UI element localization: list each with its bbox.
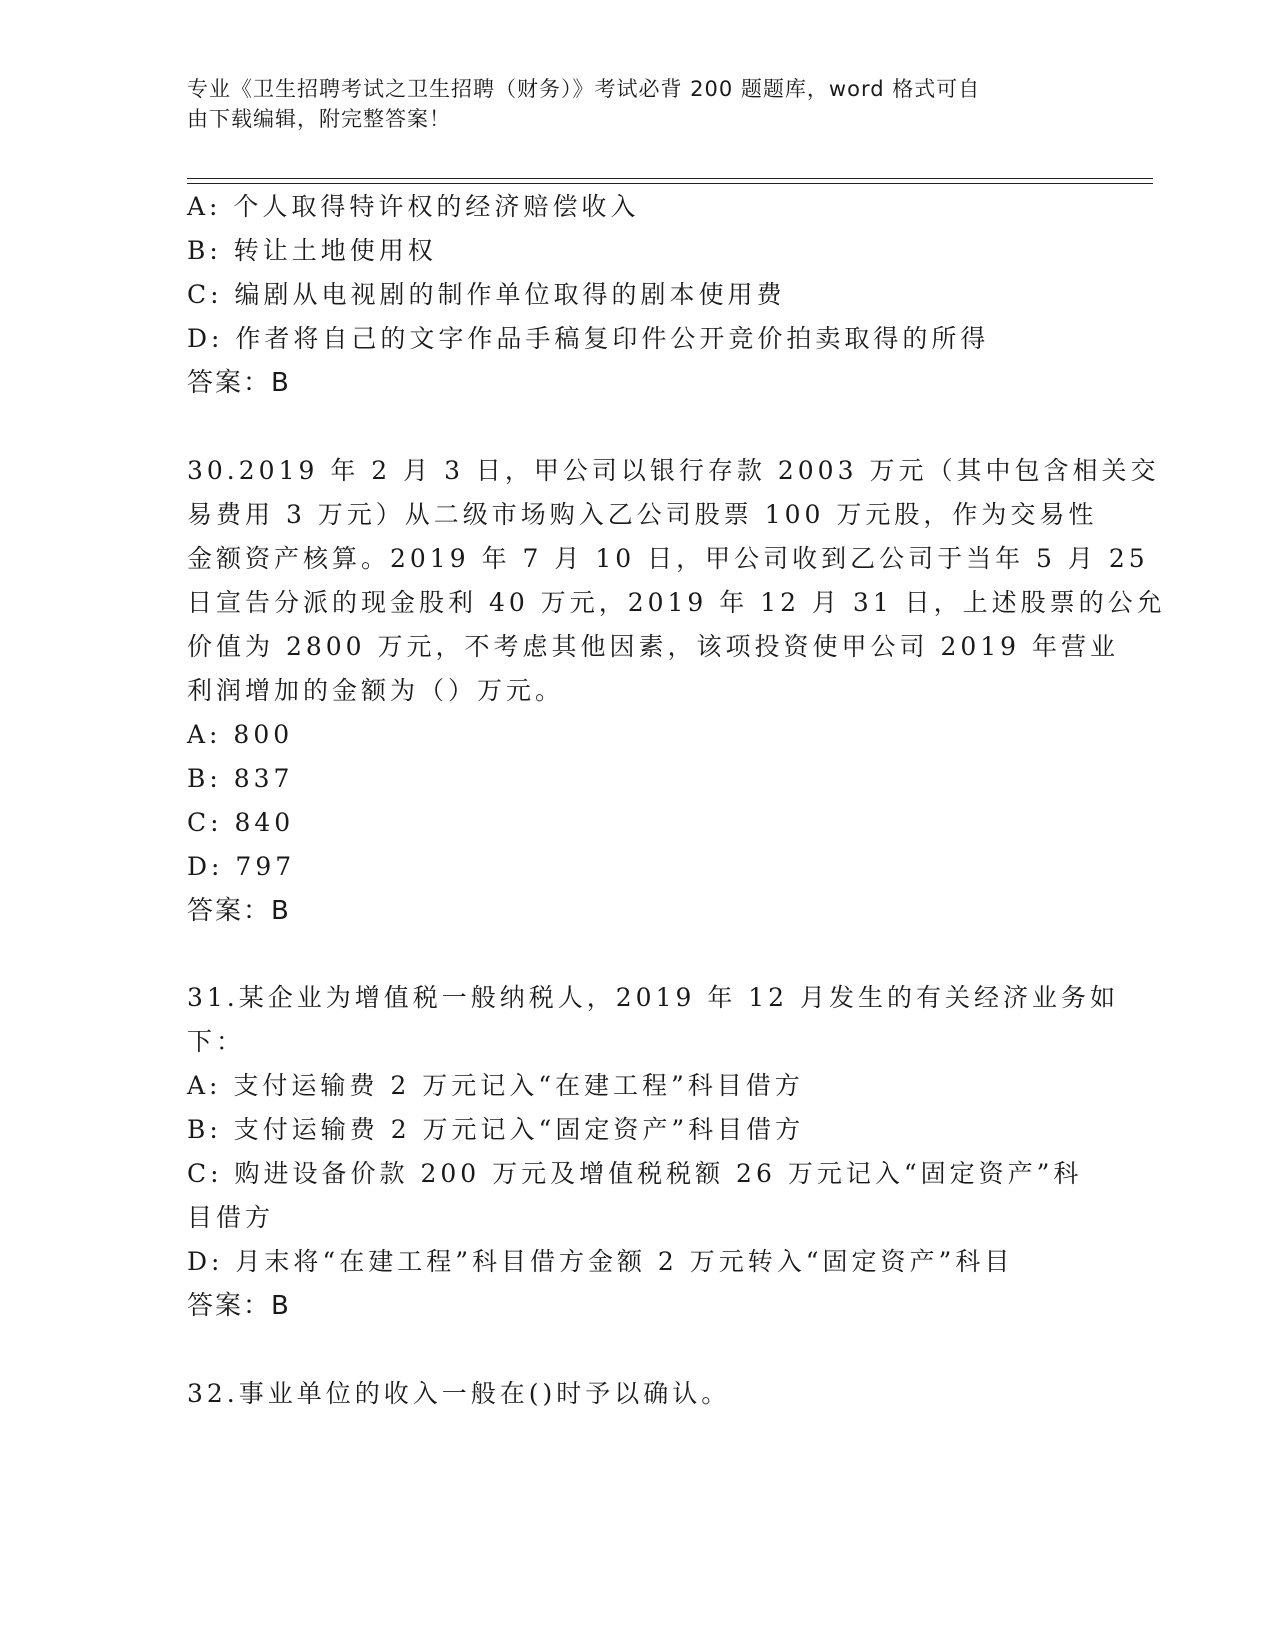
q29-answer: 答案：B — [187, 368, 291, 398]
q30-stem-line-6: 利润增加的金额为（）万元。 — [187, 676, 565, 705]
q29-option-c: C: 编剧从电视剧的制作单位取得的剧本使用费 — [187, 280, 786, 309]
header-line-1: 专业《卫生招聘考试之卫生招聘（财务）》考试必背 200 题题库，word 格式可自 — [187, 77, 981, 101]
q31-stem-line-2: 下： — [187, 1027, 246, 1056]
q30-stem-line-3: 金额资产核算。2019 年 7 月 10 日，甲公司收到乙公司于当年 5 月 25 — [187, 544, 1149, 573]
q31-stem-line-1: 31.某企业为增值税一般纳税人，2019 年 12 月发生的有关经济业务如 — [187, 983, 1120, 1012]
q29-option-a: A: 个人取得特许权的经济赔偿收入 — [187, 192, 640, 221]
q30-option-d: D: 797 — [187, 852, 296, 881]
q31-option-b: B: 支付运输费 2 万元记入“固定资产”科目借方 — [187, 1115, 805, 1144]
q30-stem-line-4: 日宣告分派的现金股利 40 万元，2019 年 12 月 31 日，上述股票的公允 — [187, 588, 1166, 617]
q30-stem-line-5: 价值为 2800 万元，不考虑其他因素，该项投资使甲公司 2019 年营业 — [187, 632, 1120, 661]
header-divider-bottom — [187, 183, 1153, 184]
q30-option-a: A: 800 — [187, 720, 294, 749]
q30-stem-line-2: 易费用 3 万元）从二级市场购入乙公司股票 100 万元股，作为交易性 — [187, 500, 1098, 529]
q31-option-a: A: 支付运输费 2 万元记入“在建工程”科目借方 — [187, 1071, 804, 1100]
q31-option-c-continued: 目借方 — [187, 1203, 275, 1232]
q30-option-b: B: 837 — [187, 764, 294, 793]
q30-option-c: C: 840 — [187, 808, 295, 837]
q30-answer: 答案：B — [187, 896, 291, 926]
document-header — [187, 74, 1087, 134]
q32-stem: 32.事业单位的收入一般在()时予以确认。 — [187, 1379, 731, 1408]
q30-stem-line-1: 30.2019 年 2 月 3 日，甲公司以银行存款 2003 万元（其中包含相关交 — [187, 456, 1160, 485]
q31-option-c: C: 购进设备价款 200 万元及增值税税额 26 万元记入“固定资产”科 — [187, 1159, 1083, 1188]
header-line-2: 由下载编辑，附完整答案！ — [187, 107, 451, 131]
q31-answer: 答案：B — [187, 1291, 291, 1321]
q29-option-b: B: 转让土地使用权 — [187, 236, 437, 265]
q31-option-d: D: 月末将“在建工程”科目借方金额 2 万元转入“固定资产”科目 — [187, 1247, 1014, 1276]
header-divider-top — [187, 178, 1153, 179]
q29-option-d: D: 作者将自己的文字作品手稿复印件公开竞价拍卖取得的所得 — [187, 324, 990, 353]
